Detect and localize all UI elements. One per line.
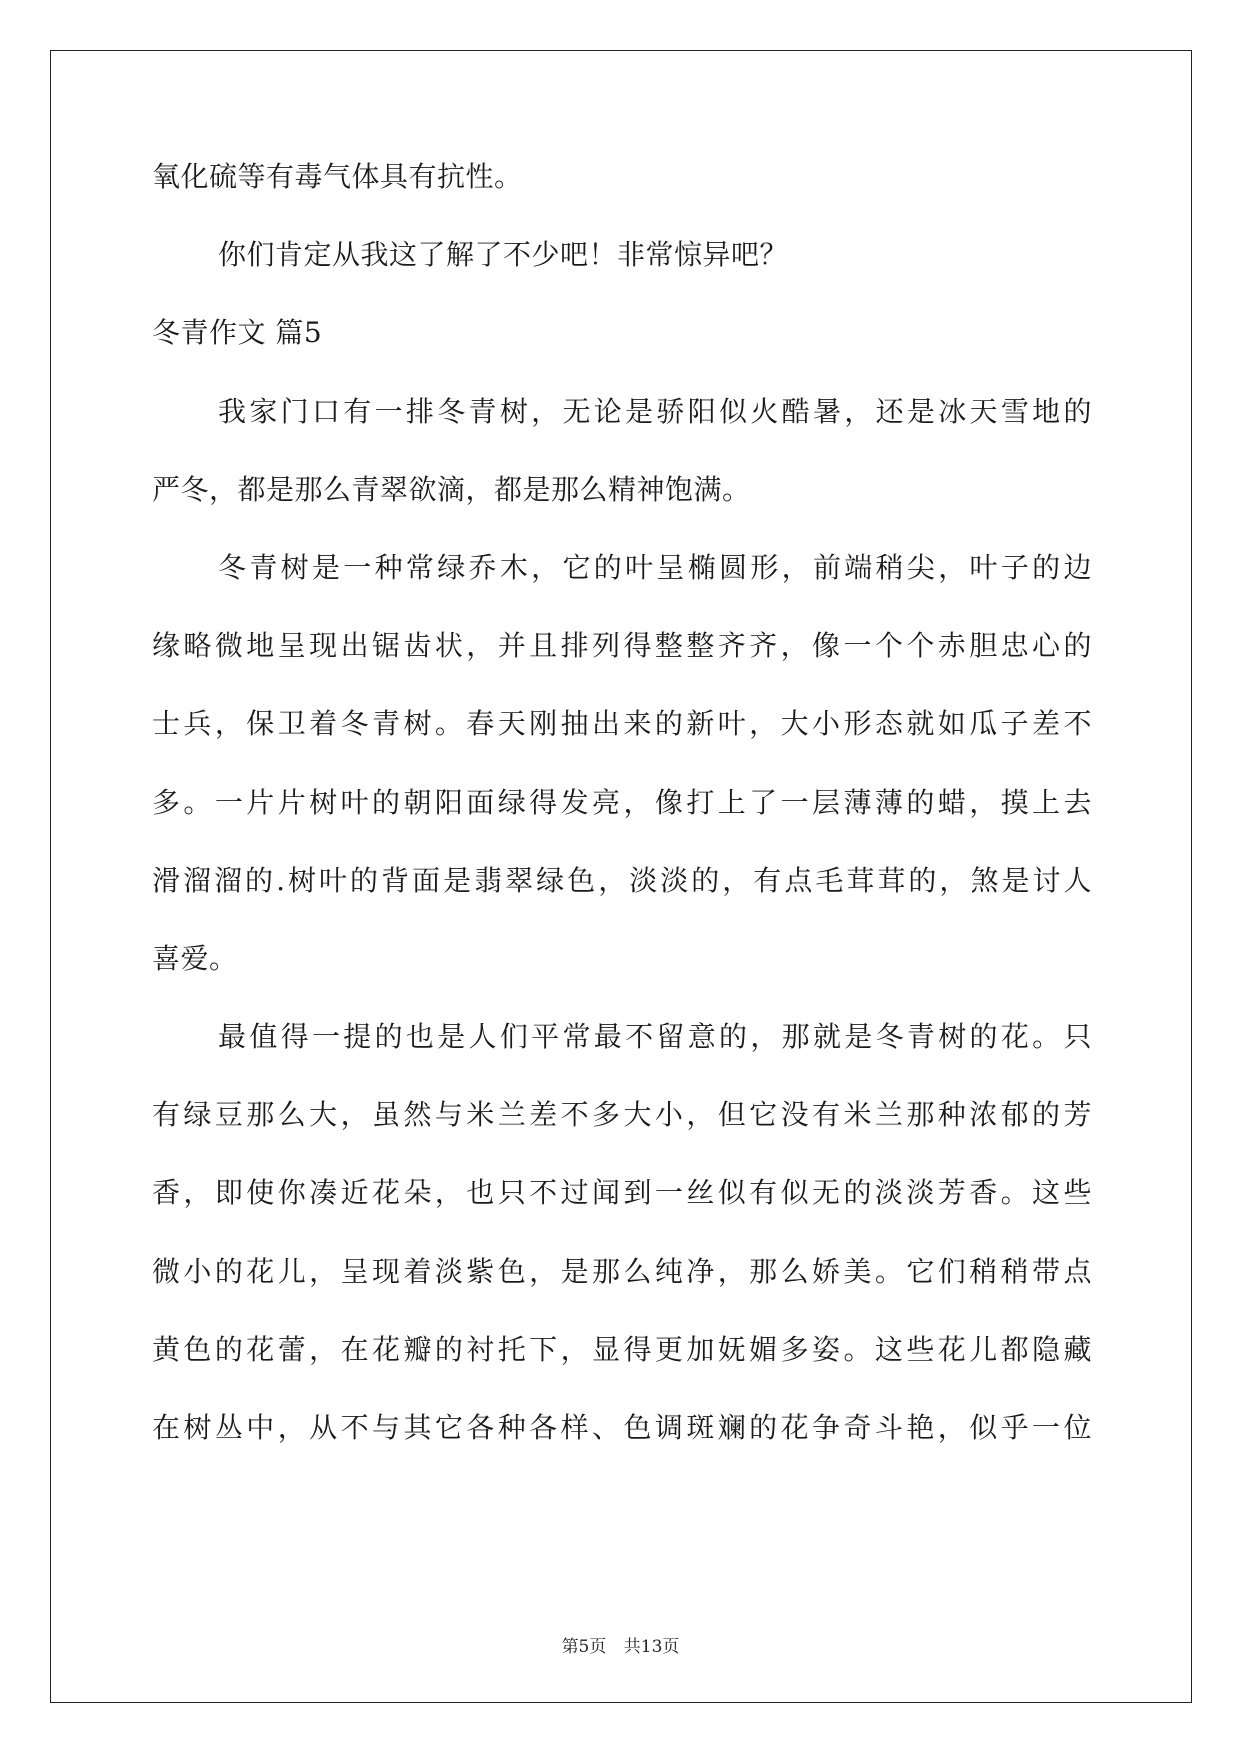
text-line-4: 我家门口有一排冬青树，无论是骄阳似火酷暑，还是冰天雪地的: [218, 394, 1092, 428]
text-line-14: 香，即使你凑近花朵，也只不过闻到一丝似有似无的淡淡芳香。这些: [152, 1176, 1092, 1210]
document-body: [152, 157, 1092, 1486]
text-line-16: 黄色的花蕾，在花瓣的衬托下，显得更加妩媚多姿。这些花儿都隐藏: [152, 1332, 1092, 1366]
text-line-17: 在树丛中，从不与其它各种各样、色调斑斓的花争奇斗艳，似乎一位: [152, 1411, 1092, 1444]
page-footer: [0, 1632, 1241, 1657]
text-line-7: 缘略微地呈现出锯齿状，并且排列得整整齐齐，像一个个赤胆忠心的: [152, 629, 1092, 663]
page-number: 第5页: [561, 1637, 607, 1657]
text-line-8: 士兵，保卫着冬青树。春天刚抽出来的新叶，大小形态就如瓜子差不: [152, 707, 1092, 741]
text-line-11: 喜爱。: [152, 941, 238, 975]
text-line-10: 滑溜溜的.树叶的背面是翡翠绿色，淡淡的，有点毛茸茸的，煞是讨人: [152, 863, 1092, 897]
text-line-6: 冬青树是一种常绿乔木，它的叶呈椭圆形，前端稍尖，叶子的边: [218, 550, 1092, 584]
text-line-15: 微小的花儿，呈现着淡紫色，是那么纯净，那么娇美。它们稍稍带点: [152, 1254, 1092, 1288]
text-line-2: 你们肯定从我这了解了不少吧！非常惊异吧？: [218, 238, 789, 272]
section-heading: 冬青作文 篇5: [152, 316, 323, 350]
text-line-1: 氧化硫等有毒气体具有抗性。: [152, 160, 523, 193]
text-line-9: 多。一片片树叶的朝阳面绿得发亮，像打上了一层薄薄的蜡，摸上去: [152, 785, 1092, 819]
text-line-5: 严冬，都是那么青翠欲滴，都是那么精神饱满。: [152, 472, 751, 506]
text-line-12: 最值得一提的也是人们平常最不留意的，那就是冬青树的花。只: [218, 1020, 1092, 1054]
page-total: 共13页: [623, 1637, 680, 1657]
text-line-13: 有绿豆那么大，虽然与米兰差不多大小，但它没有米兰那种浓郁的芳: [152, 1098, 1092, 1132]
